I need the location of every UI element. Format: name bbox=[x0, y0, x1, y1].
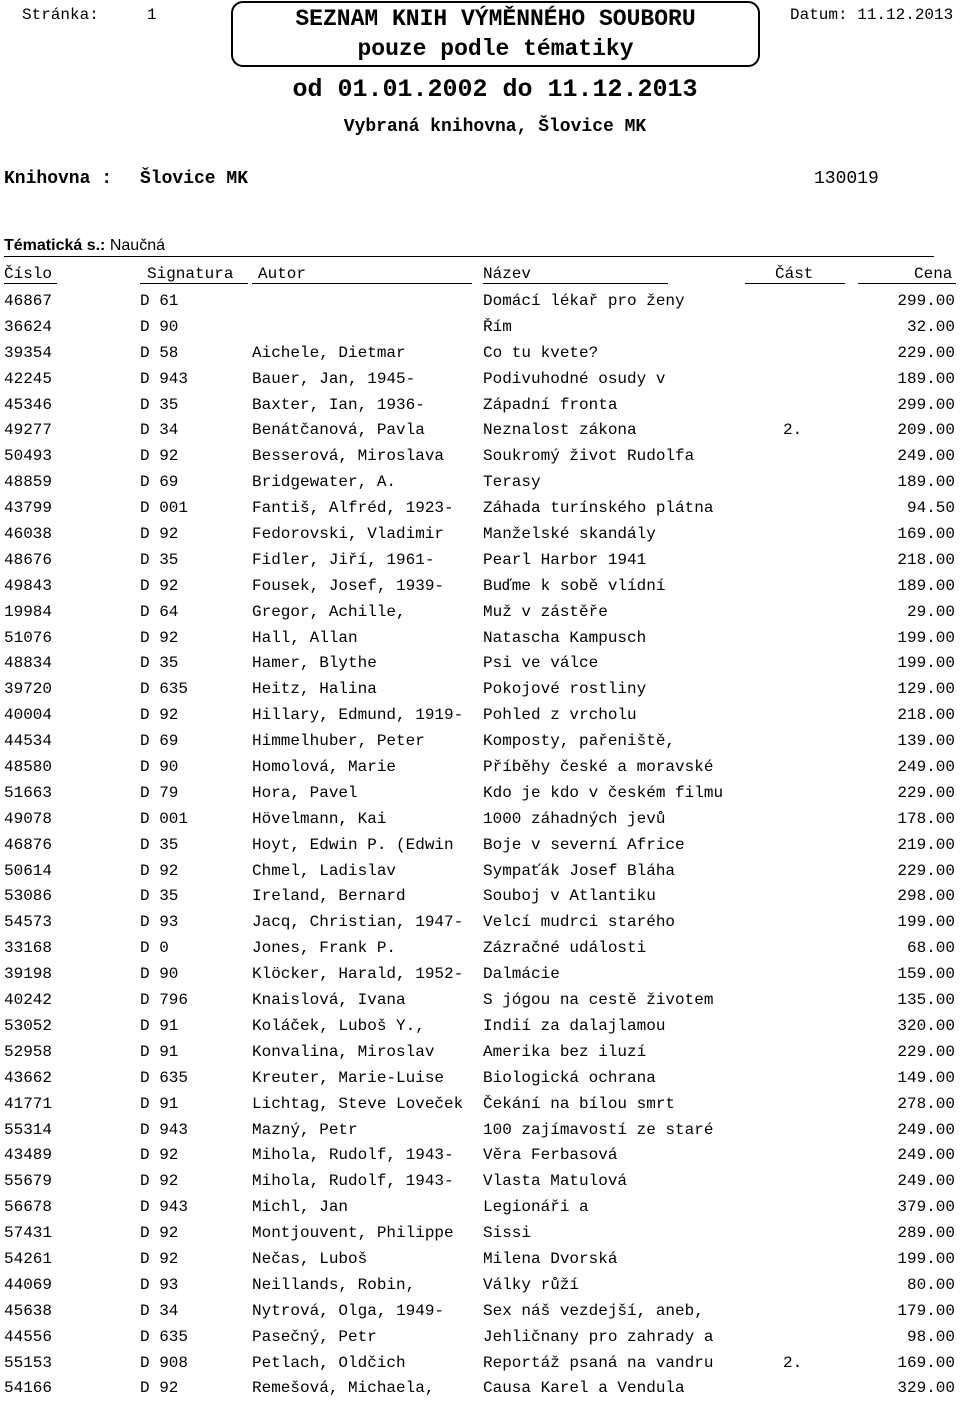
row-author: Hövelmann, Kai bbox=[252, 809, 387, 828]
row-title: Indií za dalajlamou bbox=[483, 1016, 666, 1035]
row-author: Mazný, Petr bbox=[252, 1120, 358, 1139]
row-price: 178.00 bbox=[897, 809, 955, 828]
row-author: Hora, Pavel bbox=[252, 783, 358, 802]
row-price: 189.00 bbox=[897, 473, 955, 492]
row-price: 379.00 bbox=[897, 1198, 955, 1217]
row-title: Války růží bbox=[483, 1275, 580, 1294]
row-author: Pasečný, Petr bbox=[252, 1327, 377, 1346]
row-author: Hall, Allan bbox=[252, 628, 358, 647]
row-author: Mihola, Rudolf, 1943- bbox=[252, 1172, 454, 1191]
row-signature: D 92 bbox=[140, 1249, 179, 1268]
table-row bbox=[0, 525, 960, 551]
row-author: Montjouvent, Philippe bbox=[252, 1224, 454, 1243]
row-number: 49078 bbox=[4, 809, 53, 828]
table-row bbox=[0, 292, 960, 318]
page-label: Stránka: bbox=[22, 6, 99, 24]
row-title: Buďme k sobě vlídní bbox=[483, 576, 666, 595]
row-signature: D 90 bbox=[140, 965, 179, 984]
row-price: 29.00 bbox=[906, 602, 955, 621]
table-row bbox=[0, 370, 960, 396]
row-title: 1000 záhadných jevů bbox=[483, 809, 666, 828]
table-row bbox=[0, 473, 960, 499]
row-title: 100 zajímavostí ze staré bbox=[483, 1120, 714, 1139]
row-title: Velcí mudrci starého bbox=[483, 913, 676, 932]
row-number: 42245 bbox=[4, 369, 53, 388]
row-title: Dalmácie bbox=[483, 965, 560, 984]
title-box bbox=[231, 1, 760, 67]
row-price: 94.50 bbox=[906, 499, 955, 518]
row-author: Knaislová, Ivana bbox=[252, 991, 406, 1010]
row-signature: D 92 bbox=[140, 861, 179, 880]
row-number: 44556 bbox=[4, 1327, 53, 1346]
row-price: 149.00 bbox=[897, 1068, 955, 1087]
row-number: 54166 bbox=[4, 1379, 53, 1398]
book-list bbox=[0, 292, 960, 1405]
row-title: Řím bbox=[483, 317, 512, 336]
row-author: Jacq, Christian, 1947- bbox=[252, 913, 464, 932]
row-number: 49843 bbox=[4, 576, 53, 595]
row-number: 40004 bbox=[4, 706, 53, 725]
report-title-line2: pouze podle tématiky bbox=[357, 36, 634, 62]
column-header-signature: Signatura bbox=[147, 265, 234, 283]
column-header-part: Část bbox=[775, 265, 814, 283]
table-row bbox=[0, 318, 960, 344]
row-author: Konvalina, Miroslav bbox=[252, 1042, 435, 1061]
row-number: 52958 bbox=[4, 1042, 53, 1061]
row-number: 19984 bbox=[4, 602, 53, 621]
row-author: Heitz, Halina bbox=[252, 680, 377, 699]
row-title: Psi ve válce bbox=[483, 654, 599, 673]
library-name: Šlovice MK bbox=[140, 169, 249, 189]
row-signature: D 92 bbox=[140, 628, 179, 647]
table-row bbox=[0, 784, 960, 810]
row-signature: D 635 bbox=[140, 680, 189, 699]
row-author: Petlach, Oldčich bbox=[252, 1353, 406, 1372]
row-number: 50614 bbox=[4, 861, 53, 880]
table-row bbox=[0, 1224, 960, 1250]
table-row bbox=[0, 1121, 960, 1147]
row-title: Biologická ochrana bbox=[483, 1068, 656, 1087]
table-row bbox=[0, 913, 960, 939]
table-row bbox=[0, 1043, 960, 1069]
row-number: 54573 bbox=[4, 913, 53, 932]
row-author: Fidler, Jiří, 1961- bbox=[252, 550, 435, 569]
row-title: Boje v severní Africe bbox=[483, 835, 685, 854]
row-number: 55679 bbox=[4, 1172, 53, 1191]
row-author: Himmelhuber, Peter bbox=[252, 732, 425, 751]
row-title: Legionáři a bbox=[483, 1198, 589, 1217]
row-price: 129.00 bbox=[897, 680, 955, 699]
table-row bbox=[0, 1069, 960, 1095]
row-price: 169.00 bbox=[897, 525, 955, 544]
row-title: Jehličnany pro zahrady a bbox=[483, 1327, 714, 1346]
row-title: Záhada turínského plátna bbox=[483, 499, 714, 518]
row-number: 54261 bbox=[4, 1249, 53, 1268]
row-number: 36624 bbox=[4, 317, 53, 336]
table-row bbox=[0, 654, 960, 680]
row-title: Soukromý život Rudolfa bbox=[483, 447, 695, 466]
row-title: Kdo je kdo v českém filmu bbox=[483, 783, 724, 802]
row-signature: D 92 bbox=[140, 1172, 179, 1191]
row-author: Ireland, Bernard bbox=[252, 887, 406, 906]
row-number: 56678 bbox=[4, 1198, 53, 1217]
table-row bbox=[0, 862, 960, 888]
row-signature: D 34 bbox=[140, 421, 179, 440]
row-number: 43799 bbox=[4, 499, 53, 518]
row-title: Co tu kvete? bbox=[483, 343, 599, 362]
row-signature: D 91 bbox=[140, 1094, 179, 1113]
row-signature: D 69 bbox=[140, 732, 179, 751]
row-signature: D 79 bbox=[140, 783, 179, 802]
row-title: Muž v zástěře bbox=[483, 602, 608, 621]
row-price: 199.00 bbox=[897, 1249, 955, 1268]
row-signature: D 93 bbox=[140, 1275, 179, 1294]
row-number: 57431 bbox=[4, 1224, 53, 1243]
table-row bbox=[0, 1095, 960, 1121]
table-row bbox=[0, 421, 960, 447]
row-price: 80.00 bbox=[906, 1275, 955, 1294]
row-price: 299.00 bbox=[897, 395, 955, 414]
row-signature: D 635 bbox=[140, 1327, 189, 1346]
row-author: Jones, Frank P. bbox=[252, 939, 397, 958]
row-signature: D 91 bbox=[140, 1042, 179, 1061]
column-header-price: Cena bbox=[914, 265, 953, 283]
row-signature: D 90 bbox=[140, 758, 179, 777]
row-author: Bridgewater, A. bbox=[252, 473, 397, 492]
row-author: Nytrová, Olga, 1949- bbox=[252, 1301, 445, 1320]
row-price: 159.00 bbox=[897, 965, 955, 984]
row-author: Bauer, Jan, 1945- bbox=[252, 369, 416, 388]
row-signature: D 93 bbox=[140, 913, 179, 932]
header-underline bbox=[483, 283, 668, 284]
row-price: 229.00 bbox=[897, 1042, 955, 1061]
column-header-title: Název bbox=[483, 265, 532, 283]
table-row bbox=[0, 1146, 960, 1172]
table-row bbox=[0, 1328, 960, 1354]
table-row bbox=[0, 629, 960, 655]
row-signature: D 001 bbox=[140, 499, 189, 518]
table-row bbox=[0, 499, 960, 525]
table-row bbox=[0, 577, 960, 603]
row-title: Sympaťák Josef Bláha bbox=[483, 861, 676, 880]
row-signature: D 90 bbox=[140, 317, 179, 336]
row-title: S jógou na cestě životem bbox=[483, 991, 714, 1010]
row-price: 329.00 bbox=[897, 1379, 955, 1398]
row-title: Zázračné události bbox=[483, 939, 647, 958]
header-underline bbox=[858, 283, 956, 284]
table-row bbox=[0, 396, 960, 422]
table-row bbox=[0, 732, 960, 758]
row-title: Terasy bbox=[483, 473, 541, 492]
row-price: 32.00 bbox=[906, 317, 955, 336]
row-title: Pokojové rostliny bbox=[483, 680, 647, 699]
row-signature: D 635 bbox=[140, 1068, 189, 1087]
table-row bbox=[0, 706, 960, 732]
row-author: Hoyt, Edwin P. (Edwin bbox=[252, 835, 454, 854]
row-author: Michl, Jan bbox=[252, 1198, 349, 1217]
row-price: 249.00 bbox=[897, 1120, 955, 1139]
row-number: 43489 bbox=[4, 1146, 53, 1165]
row-author: Neillands, Robin, bbox=[252, 1275, 416, 1294]
row-price: 299.00 bbox=[897, 292, 955, 310]
row-price: 229.00 bbox=[897, 343, 955, 362]
row-signature: D 64 bbox=[140, 602, 179, 621]
row-number: 33168 bbox=[4, 939, 53, 958]
column-header-author: Autor bbox=[258, 265, 307, 283]
row-title: Západní fronta bbox=[483, 395, 618, 414]
row-author: Fousek, Josef, 1939- bbox=[252, 576, 445, 595]
row-number: 45638 bbox=[4, 1301, 53, 1320]
table-row bbox=[0, 1172, 960, 1198]
row-price: 189.00 bbox=[897, 369, 955, 388]
row-signature: D 796 bbox=[140, 991, 189, 1010]
row-price: 249.00 bbox=[897, 447, 955, 466]
row-price: 135.00 bbox=[897, 991, 955, 1010]
row-number: 53086 bbox=[4, 887, 53, 906]
row-price: 169.00 bbox=[897, 1353, 955, 1372]
row-author: Nečas, Luboš bbox=[252, 1249, 368, 1268]
row-price: 249.00 bbox=[897, 758, 955, 777]
row-author: Hillary, Edmund, 1919- bbox=[252, 706, 464, 725]
table-row bbox=[0, 758, 960, 784]
table-row bbox=[0, 1276, 960, 1302]
topic-label: Tématická s.: bbox=[4, 237, 106, 254]
report-date: Datum: 11.12.2013 bbox=[790, 6, 954, 24]
row-author: Fedorovski, Vladimir bbox=[252, 525, 445, 544]
column-header-number: Číslo bbox=[4, 265, 53, 283]
row-title: Reportáž psaná na vandru bbox=[483, 1353, 714, 1372]
row-number: 49277 bbox=[4, 421, 53, 440]
row-signature: D 35 bbox=[140, 550, 179, 569]
row-signature: D 34 bbox=[140, 1301, 179, 1320]
row-number: 44534 bbox=[4, 732, 53, 751]
row-author: Klöcker, Harald, 1952- bbox=[252, 965, 464, 984]
row-signature: D 91 bbox=[140, 1016, 179, 1035]
row-signature: D 943 bbox=[140, 1120, 189, 1139]
row-part: 2. bbox=[783, 1353, 803, 1372]
table-row bbox=[0, 939, 960, 965]
table-row bbox=[0, 1354, 960, 1380]
row-title: Věra Ferbasová bbox=[483, 1146, 618, 1165]
row-author: Chmel, Ladislav bbox=[252, 861, 397, 880]
row-author: Gregor, Achille, bbox=[252, 602, 406, 621]
row-number: 39720 bbox=[4, 680, 53, 699]
topic-value: Naučná bbox=[105, 237, 165, 254]
row-signature: D 92 bbox=[140, 447, 179, 466]
header-underline bbox=[4, 283, 57, 284]
row-author: Lichtag, Steve Loveček bbox=[252, 1094, 464, 1113]
row-price: 199.00 bbox=[897, 913, 955, 932]
row-signature: D 908 bbox=[140, 1353, 189, 1372]
row-price: 249.00 bbox=[897, 1146, 955, 1165]
row-title: Pearl Harbor 1941 bbox=[483, 550, 647, 569]
table-row bbox=[0, 810, 960, 836]
table-row bbox=[0, 1250, 960, 1276]
row-price: 289.00 bbox=[897, 1224, 955, 1243]
row-title: Čekání na bílou smrt bbox=[483, 1094, 676, 1113]
library-code: 130019 bbox=[814, 169, 879, 189]
row-price: 249.00 bbox=[897, 1172, 955, 1191]
row-title: Manželské skandály bbox=[483, 525, 656, 544]
row-signature: D 61 bbox=[140, 292, 179, 310]
table-row bbox=[0, 836, 960, 862]
row-part: 2. bbox=[783, 421, 803, 440]
row-title: Příběhy české a moravské bbox=[483, 758, 714, 777]
row-signature: D 0 bbox=[140, 939, 169, 958]
topic-line-text bbox=[4, 237, 165, 255]
selected-library: Vybraná knihovna, Šlovice MK bbox=[343, 117, 647, 137]
row-title: Sex náš vezdejší, aneb, bbox=[483, 1301, 704, 1320]
row-number: 46876 bbox=[4, 835, 53, 854]
row-number: 48834 bbox=[4, 654, 53, 673]
row-signature: D 35 bbox=[140, 887, 179, 906]
row-signature: D 92 bbox=[140, 706, 179, 725]
row-author: Fantiš, Alfréd, 1923- bbox=[252, 499, 454, 518]
row-price: 68.00 bbox=[906, 939, 955, 958]
row-number: 44069 bbox=[4, 1275, 53, 1294]
row-title: Neznalost zákona bbox=[483, 421, 637, 440]
row-number: 51076 bbox=[4, 628, 53, 647]
row-title: Milena Dvorská bbox=[483, 1249, 618, 1268]
row-number: 46867 bbox=[4, 292, 53, 310]
row-price: 218.00 bbox=[897, 706, 955, 725]
row-signature: D 92 bbox=[140, 1224, 179, 1243]
row-signature: D 001 bbox=[140, 809, 189, 828]
row-title: Domácí lékař pro ženy bbox=[483, 292, 685, 310]
row-number: 48580 bbox=[4, 758, 53, 777]
report-title-line1: SEZNAM KNIH VÝMĚNNÉHO SOUBORU bbox=[295, 6, 696, 32]
topic-divider bbox=[4, 256, 934, 257]
row-number: 55153 bbox=[4, 1353, 53, 1372]
table-row bbox=[0, 991, 960, 1017]
row-signature: D 69 bbox=[140, 473, 179, 492]
row-number: 55314 bbox=[4, 1120, 53, 1139]
header-underline bbox=[140, 283, 248, 284]
row-author: Kreuter, Marie-Luise bbox=[252, 1068, 445, 1087]
row-price: 98.00 bbox=[906, 1327, 955, 1346]
row-price: 189.00 bbox=[897, 576, 955, 595]
row-price: 229.00 bbox=[897, 861, 955, 880]
row-title: Sissi bbox=[483, 1224, 532, 1243]
row-title: Komposty, pařeniště, bbox=[483, 732, 676, 751]
page-number: 1 bbox=[147, 6, 157, 24]
row-price: 199.00 bbox=[897, 654, 955, 673]
row-price: 218.00 bbox=[897, 550, 955, 569]
row-author: Aichele, Dietmar bbox=[252, 343, 406, 362]
table-row bbox=[0, 447, 960, 473]
row-number: 48676 bbox=[4, 550, 53, 569]
row-price: 229.00 bbox=[897, 783, 955, 802]
row-author: Benátčanová, Pavla bbox=[252, 421, 425, 440]
row-title: Causa Karel a Vendula bbox=[483, 1379, 685, 1398]
row-number: 43662 bbox=[4, 1068, 53, 1087]
header-underline bbox=[745, 283, 845, 284]
table-row bbox=[0, 965, 960, 991]
row-number: 45346 bbox=[4, 395, 53, 414]
row-price: 278.00 bbox=[897, 1094, 955, 1113]
header-underline bbox=[252, 283, 472, 284]
row-signature: D 92 bbox=[140, 1379, 179, 1398]
row-signature: D 58 bbox=[140, 343, 179, 362]
row-title: Vlasta Matulová bbox=[483, 1172, 628, 1191]
row-number: 53052 bbox=[4, 1016, 53, 1035]
row-title: Natascha Kampusch bbox=[483, 628, 647, 647]
row-signature: D 35 bbox=[140, 654, 179, 673]
row-signature: D 943 bbox=[140, 1198, 189, 1217]
row-number: 50493 bbox=[4, 447, 53, 466]
row-author: Koláček, Luboš Y., bbox=[252, 1016, 425, 1035]
row-signature: D 92 bbox=[140, 1146, 179, 1165]
row-number: 40242 bbox=[4, 991, 53, 1010]
row-author: Besserová, Miroslava bbox=[252, 447, 445, 466]
table-row bbox=[0, 603, 960, 629]
table-row bbox=[0, 1017, 960, 1043]
table-row bbox=[0, 680, 960, 706]
row-author: Homolová, Marie bbox=[252, 758, 397, 777]
row-price: 139.00 bbox=[897, 732, 955, 751]
row-signature: D 92 bbox=[140, 525, 179, 544]
date-range: od 01.01.2002 do 11.12.2013 bbox=[292, 75, 698, 104]
row-signature: D 92 bbox=[140, 576, 179, 595]
row-price: 320.00 bbox=[897, 1016, 955, 1035]
row-number: 41771 bbox=[4, 1094, 53, 1113]
table-row bbox=[0, 1302, 960, 1328]
row-number: 39198 bbox=[4, 965, 53, 984]
table-row bbox=[0, 1198, 960, 1224]
row-number: 48859 bbox=[4, 473, 53, 492]
row-title: Amerika bez iluzí bbox=[483, 1042, 647, 1061]
table-row bbox=[0, 1379, 960, 1405]
row-signature: D 943 bbox=[140, 369, 189, 388]
table-row bbox=[0, 887, 960, 913]
row-title: Souboj v Atlantiku bbox=[483, 887, 656, 906]
row-price: 199.00 bbox=[897, 628, 955, 647]
row-author: Baxter, Ian, 1936- bbox=[252, 395, 425, 414]
table-row bbox=[0, 551, 960, 577]
row-price: 219.00 bbox=[897, 835, 955, 854]
row-price: 209.00 bbox=[897, 421, 955, 440]
row-price: 298.00 bbox=[897, 887, 955, 906]
row-number: 39354 bbox=[4, 343, 53, 362]
row-number: 46038 bbox=[4, 525, 53, 544]
library-label: Knihovna : bbox=[4, 169, 113, 189]
row-author: Remešová, Michaela, bbox=[252, 1379, 435, 1398]
row-number: 51663 bbox=[4, 783, 53, 802]
row-title: Podivuhodné osudy v bbox=[483, 369, 666, 388]
row-author: Hamer, Blythe bbox=[252, 654, 377, 673]
table-row bbox=[0, 344, 960, 370]
row-author: Mihola, Rudolf, 1943- bbox=[252, 1146, 454, 1165]
row-price: 179.00 bbox=[897, 1301, 955, 1320]
row-signature: D 35 bbox=[140, 835, 179, 854]
row-title: Pohled z vrcholu bbox=[483, 706, 637, 725]
row-signature: D 35 bbox=[140, 395, 179, 414]
